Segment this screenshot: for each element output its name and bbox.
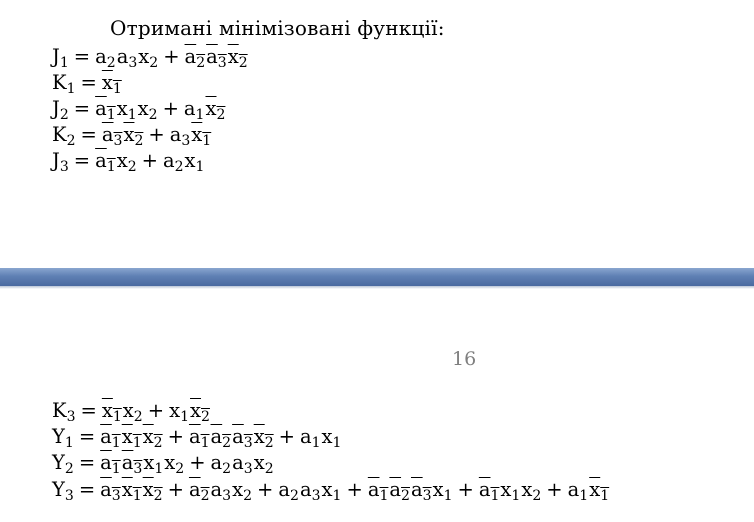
variable-subscript: 1 bbox=[106, 107, 116, 124]
variable-letter: a bbox=[367, 478, 380, 501]
variable-letter: Y bbox=[52, 451, 65, 474]
variable-letter: x bbox=[143, 451, 155, 474]
equation-line bbox=[52, 44, 248, 70]
variable-subscript: 1 bbox=[195, 159, 205, 176]
variable-subscript: 1 bbox=[132, 435, 142, 452]
variable-letter: a bbox=[188, 478, 201, 501]
negated-variable bbox=[228, 44, 248, 70]
variable-subscript: 2 bbox=[149, 55, 159, 72]
variable-letter: a bbox=[100, 425, 112, 448]
product-term bbox=[169, 123, 212, 150]
variable-letter: x bbox=[121, 478, 133, 501]
equals-sign: = bbox=[73, 97, 91, 120]
variable-letter: J bbox=[52, 45, 60, 68]
plus-sign: + bbox=[167, 478, 184, 501]
variable-letter: a bbox=[95, 149, 107, 172]
section-heading: Отримані мінімізовані функції: bbox=[110, 16, 445, 40]
variable-subscript: 2 bbox=[200, 488, 210, 505]
negated-variable bbox=[232, 424, 253, 450]
variable-subscript: 1 bbox=[106, 159, 116, 176]
variable-letter: x bbox=[116, 97, 128, 120]
variable bbox=[232, 477, 252, 503]
variable bbox=[322, 477, 342, 503]
variable-subscript: 1 bbox=[132, 488, 142, 505]
product-term bbox=[95, 45, 159, 72]
variable-letter: a bbox=[95, 97, 107, 120]
variable-letter: x bbox=[101, 71, 113, 94]
variable-letter: a bbox=[210, 425, 223, 448]
variable-subscript: 1 bbox=[195, 107, 205, 124]
variable bbox=[52, 450, 74, 476]
divider-band bbox=[0, 268, 754, 286]
plus-sign: + bbox=[141, 149, 158, 172]
product-term bbox=[188, 478, 253, 505]
variable-subscript: 3 bbox=[243, 435, 253, 452]
variable bbox=[117, 96, 137, 122]
variable-letter: x bbox=[184, 149, 196, 172]
variable-subscript: 2 bbox=[196, 55, 206, 72]
variable-subscript: 2 bbox=[222, 435, 232, 452]
variable-letter: a bbox=[183, 97, 196, 120]
negated-variable bbox=[122, 424, 142, 450]
equals-sign: = bbox=[73, 45, 91, 68]
variable-subscript: 1 bbox=[379, 488, 389, 505]
equation-line bbox=[52, 96, 225, 122]
equals-sign: = bbox=[73, 149, 91, 172]
variable-letter: a bbox=[101, 123, 114, 146]
variable-subscript: 1 bbox=[66, 81, 76, 98]
variable bbox=[185, 148, 205, 174]
variable-letter: x bbox=[137, 97, 149, 120]
variable-letter: a bbox=[188, 425, 201, 448]
variable-subscript: 2 bbox=[532, 488, 542, 505]
variable bbox=[52, 96, 69, 122]
variable-subscript: 2 bbox=[133, 409, 143, 426]
product-term bbox=[567, 478, 610, 505]
product-term bbox=[169, 399, 210, 426]
variable-subscript: 2 bbox=[222, 461, 232, 478]
variable bbox=[211, 477, 232, 503]
variable-subscript: 1 bbox=[111, 461, 121, 478]
variable-subscript: 2 bbox=[134, 133, 144, 150]
variable bbox=[568, 477, 589, 503]
variable-letter: x bbox=[169, 399, 181, 422]
variable-subscript: 2 bbox=[216, 107, 226, 124]
variable-letter: a bbox=[95, 45, 107, 68]
variable-letter: a bbox=[299, 478, 312, 501]
product-term bbox=[367, 478, 453, 505]
negated-variable bbox=[211, 424, 232, 450]
negated-variable bbox=[389, 477, 410, 503]
variable bbox=[52, 148, 69, 174]
variable-subscript: 1 bbox=[311, 435, 321, 452]
variable bbox=[138, 96, 158, 122]
variable-subscript: 1 bbox=[59, 55, 69, 72]
variable-subscript: 2 bbox=[290, 488, 299, 505]
page-number: 16 bbox=[452, 348, 477, 370]
variable-letter: a bbox=[121, 451, 134, 474]
variable-letter: x bbox=[123, 123, 135, 146]
variable-letter: x bbox=[190, 399, 202, 422]
variable-subscript: 1 bbox=[200, 435, 210, 452]
variable bbox=[278, 477, 299, 503]
equation-line bbox=[52, 70, 122, 96]
variable-letter: x bbox=[521, 478, 533, 501]
negated-variable bbox=[205, 96, 225, 122]
variable-subscript: 1 bbox=[202, 133, 212, 150]
variable-subscript: 2 bbox=[401, 488, 410, 505]
product-term bbox=[100, 478, 163, 505]
variable-letter: x bbox=[321, 425, 333, 448]
variable-subscript: 2 bbox=[148, 107, 158, 124]
variable bbox=[52, 398, 76, 424]
plus-sign: + bbox=[457, 478, 474, 501]
variable-letter: x bbox=[205, 97, 217, 120]
variable-subscript: 1 bbox=[111, 435, 121, 452]
negated-variable bbox=[123, 122, 143, 148]
variable-subscript: 3 bbox=[59, 159, 69, 176]
plus-sign: + bbox=[278, 425, 295, 448]
variable-letter: a bbox=[567, 478, 580, 501]
product-term bbox=[299, 425, 342, 452]
variable-letter: a bbox=[232, 425, 244, 448]
plus-sign: + bbox=[546, 478, 563, 501]
product-term bbox=[101, 123, 144, 150]
variable-letter: x bbox=[253, 451, 265, 474]
variable-letter: a bbox=[410, 478, 423, 501]
variable-subscript: 3 bbox=[66, 409, 76, 426]
variable-subscript: 2 bbox=[153, 488, 163, 505]
variable bbox=[143, 450, 163, 476]
product-term bbox=[100, 425, 163, 452]
variable-subscript: 3 bbox=[222, 488, 232, 505]
page-divider bbox=[0, 268, 754, 288]
equals-sign: = bbox=[80, 399, 97, 422]
product-term bbox=[95, 97, 158, 124]
negated-variable bbox=[190, 398, 210, 424]
variable-letter: J bbox=[52, 149, 60, 172]
negated-variable bbox=[100, 450, 121, 476]
negated-variable bbox=[102, 398, 122, 424]
variable bbox=[521, 477, 541, 503]
variable-subscript: 2 bbox=[127, 159, 137, 176]
variable-subscript: 2 bbox=[59, 107, 69, 124]
variable-subscript: 1 bbox=[64, 435, 74, 452]
negated-variable bbox=[143, 424, 163, 450]
variable-subscript: 1 bbox=[332, 488, 342, 505]
product-term bbox=[184, 45, 248, 72]
variable-letter: x bbox=[321, 478, 333, 501]
variable bbox=[163, 148, 184, 174]
variable-subscript: 3 bbox=[181, 133, 191, 150]
variable bbox=[52, 424, 74, 450]
variable-letter: x bbox=[142, 425, 154, 448]
plus-sign: + bbox=[148, 123, 165, 146]
variable-subscript: 1 bbox=[154, 461, 164, 478]
plus-sign: + bbox=[257, 478, 274, 501]
variable bbox=[52, 122, 76, 148]
negated-variable bbox=[368, 477, 389, 503]
variable-subscript: 3 bbox=[217, 55, 227, 72]
negated-variable bbox=[254, 424, 274, 450]
variable-letter: x bbox=[138, 45, 150, 68]
negated-variable bbox=[206, 44, 227, 70]
variable-subscript: 2 bbox=[66, 133, 76, 150]
variable-subscript: 1 bbox=[112, 409, 122, 426]
negated-variable bbox=[589, 477, 609, 503]
variable bbox=[500, 477, 520, 503]
plus-sign: + bbox=[189, 451, 206, 474]
variable-letter: x bbox=[253, 425, 265, 448]
variable bbox=[164, 450, 184, 476]
equation-line bbox=[52, 477, 609, 503]
negated-variable bbox=[102, 122, 123, 148]
variable-letter: x bbox=[227, 45, 239, 68]
variable-subscript: 3 bbox=[64, 488, 74, 505]
variable-letter: Y bbox=[52, 478, 65, 501]
negated-variable bbox=[95, 148, 116, 174]
variable-letter: J bbox=[52, 97, 60, 120]
variable-subscript: 3 bbox=[111, 488, 121, 505]
variable-subscript: 2 bbox=[264, 435, 274, 452]
variable-letter: a bbox=[162, 149, 175, 172]
variable-subscript: 1 bbox=[127, 107, 137, 124]
plus-sign: + bbox=[167, 425, 184, 448]
equals-sign: = bbox=[80, 71, 97, 94]
equation-line bbox=[52, 424, 341, 450]
variable-letter: a bbox=[389, 478, 402, 501]
variable-letter: x bbox=[101, 399, 113, 422]
product-term bbox=[101, 71, 122, 98]
plus-sign: + bbox=[147, 399, 165, 422]
variable-subscript: 2 bbox=[64, 461, 74, 478]
variable-letter: a bbox=[478, 478, 491, 501]
variable bbox=[300, 424, 321, 450]
variable-letter: x bbox=[232, 478, 244, 501]
product-term bbox=[210, 451, 274, 478]
equation-line bbox=[52, 122, 211, 148]
variable-letter: a bbox=[116, 45, 129, 68]
variable-letter: x bbox=[164, 451, 176, 474]
variable-letter: a bbox=[206, 45, 218, 68]
variable-subscript: 2 bbox=[153, 435, 163, 452]
negated-variable bbox=[411, 477, 432, 503]
product-term bbox=[478, 478, 542, 505]
product-term bbox=[278, 478, 342, 505]
negated-variable bbox=[185, 44, 206, 70]
variable-subscript: 1 bbox=[443, 488, 453, 505]
variable-subscript: 3 bbox=[128, 55, 138, 72]
negated-variable bbox=[189, 477, 210, 503]
variable bbox=[433, 477, 453, 503]
variable-letter: K bbox=[52, 71, 67, 94]
variable-subscript: 2 bbox=[238, 55, 248, 72]
variable bbox=[52, 477, 74, 503]
variable bbox=[322, 424, 342, 450]
variable-subscript: 1 bbox=[112, 81, 122, 98]
variable-subscript: 1 bbox=[511, 488, 521, 505]
variable-letter: a bbox=[299, 425, 312, 448]
variable-subscript: 1 bbox=[490, 488, 500, 505]
negated-variable bbox=[100, 424, 121, 450]
plus-sign: + bbox=[162, 97, 179, 120]
negated-variable bbox=[100, 477, 121, 503]
variable-letter: a bbox=[100, 451, 112, 474]
variable-letter: x bbox=[500, 478, 512, 501]
variable bbox=[52, 44, 69, 70]
variable-subscript: 1 bbox=[579, 488, 589, 505]
variable-subscript: 3 bbox=[422, 488, 432, 505]
variable-letter: x bbox=[122, 399, 134, 422]
variable-subscript: 2 bbox=[201, 409, 210, 426]
variable bbox=[254, 450, 274, 476]
equals-sign: = bbox=[80, 123, 97, 146]
variable bbox=[169, 398, 189, 424]
product-term bbox=[100, 451, 185, 478]
equation-line bbox=[52, 148, 204, 174]
variable-letter: a bbox=[232, 451, 244, 474]
variable bbox=[138, 44, 158, 70]
variable bbox=[184, 96, 205, 122]
variable-letter: K bbox=[52, 399, 67, 422]
variable-subscript: 1 bbox=[332, 435, 342, 452]
negated-variable bbox=[143, 477, 163, 503]
product-term bbox=[162, 149, 205, 176]
plus-sign: + bbox=[346, 478, 363, 501]
product-term bbox=[95, 149, 137, 176]
negated-variable bbox=[191, 122, 211, 148]
variable-letter: a bbox=[278, 478, 291, 501]
variable-letter: x bbox=[142, 478, 154, 501]
variable bbox=[170, 122, 191, 148]
variable-letter: a bbox=[184, 45, 197, 68]
equals-sign: = bbox=[78, 425, 96, 448]
equation-line bbox=[52, 450, 274, 476]
variable-letter: a bbox=[169, 123, 182, 146]
variable bbox=[211, 450, 232, 476]
negated-variable bbox=[95, 96, 116, 122]
equation-line bbox=[52, 398, 210, 424]
variable bbox=[95, 44, 116, 70]
variable-letter: a bbox=[100, 478, 112, 501]
variable-subscript: 1 bbox=[600, 488, 610, 505]
equals-sign: = bbox=[78, 451, 96, 474]
variable bbox=[300, 477, 321, 503]
negated-variable bbox=[122, 450, 143, 476]
negated-variable bbox=[479, 477, 500, 503]
variable bbox=[117, 44, 138, 70]
product-term bbox=[183, 97, 226, 124]
variable-subscript: 2 bbox=[243, 488, 253, 505]
plus-sign: + bbox=[163, 45, 180, 68]
variable-subscript: 2 bbox=[175, 461, 185, 478]
negated-variable bbox=[189, 424, 210, 450]
variable-letter: x bbox=[121, 425, 133, 448]
negated-variable bbox=[122, 477, 142, 503]
variable-subscript: 2 bbox=[106, 55, 116, 72]
equals-sign: = bbox=[78, 478, 96, 501]
product-term bbox=[101, 399, 143, 426]
variable-subscript: 2 bbox=[174, 159, 184, 176]
variable bbox=[123, 398, 143, 424]
variable-subscript: 3 bbox=[243, 461, 253, 478]
variable-letter: a bbox=[210, 451, 223, 474]
variable-letter: x bbox=[191, 123, 203, 146]
variable bbox=[117, 148, 137, 174]
variable bbox=[232, 450, 253, 476]
variable-letter: K bbox=[52, 123, 67, 146]
negated-variable bbox=[102, 70, 122, 96]
variable-subscript: 3 bbox=[133, 461, 143, 478]
variable-letter: x bbox=[589, 478, 601, 501]
variable-subscript: 3 bbox=[311, 488, 321, 505]
variable-subscript: 3 bbox=[113, 133, 123, 150]
variable-letter: x bbox=[116, 149, 128, 172]
variable-letter: x bbox=[432, 478, 444, 501]
product-term bbox=[188, 425, 274, 452]
variable-subscript: 1 bbox=[180, 409, 190, 426]
variable-subscript: 2 bbox=[264, 461, 274, 478]
variable bbox=[52, 70, 76, 96]
variable-letter: Y bbox=[52, 425, 65, 448]
variable-letter: a bbox=[210, 478, 223, 501]
